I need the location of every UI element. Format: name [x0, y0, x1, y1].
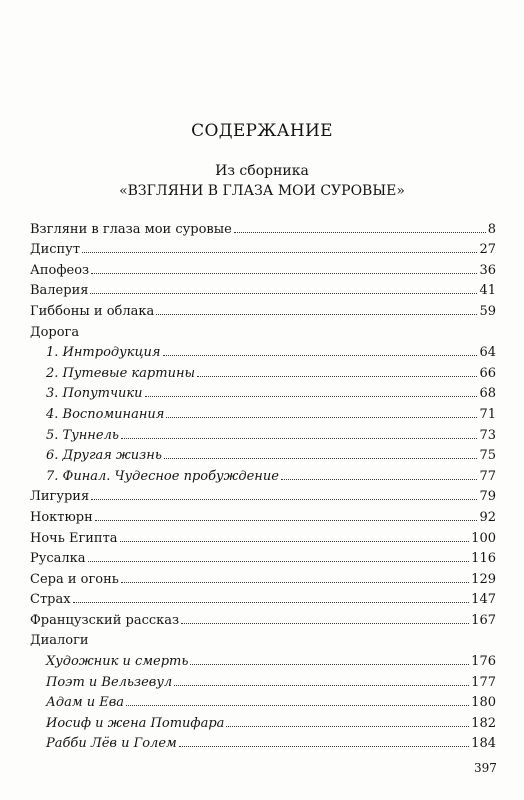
toc-entry-title: Страх [30, 592, 71, 608]
toc-entry-title: 6. Другая жизнь [46, 448, 162, 464]
toc-sub-entry [30, 463, 496, 484]
toc-entry-title: 2. Путевые картины [46, 365, 196, 381]
toc-entry-title: Рабби Лёв и Голем [46, 736, 177, 752]
toc-sub-entry [30, 360, 496, 381]
toc-section-heading: Дорога [30, 324, 80, 340]
toc-entry-page: 100 [471, 530, 496, 546]
toc-entry [30, 216, 496, 237]
toc-entry-page: 176 [471, 654, 496, 670]
toc-entry-title: Лигурия [30, 489, 90, 505]
toc-entry-page: 167 [471, 612, 496, 628]
table-of-contents [30, 216, 496, 751]
dot-leader [226, 726, 469, 727]
toc-entry [30, 278, 496, 299]
toc-entry-title: Иосиф и жена Потифара [46, 715, 225, 731]
toc-entry-page: 77 [479, 468, 496, 484]
toc-entry-page: 8 [487, 221, 496, 237]
toc-entry-title: 1. Интродукция [46, 345, 161, 361]
toc-entry-page: 116 [471, 551, 496, 567]
dot-leader [190, 664, 469, 665]
toc-entry [30, 566, 496, 587]
toc-entry [30, 607, 496, 628]
dot-leader [73, 602, 470, 603]
toc-entry-page: 129 [471, 571, 496, 587]
toc-entry-title: Ночь Египта [30, 530, 118, 546]
toc-entry-page: 79 [479, 489, 496, 505]
dot-leader [95, 520, 478, 521]
toc-entry [30, 237, 496, 258]
dot-leader [234, 232, 486, 233]
dot-leader [121, 438, 478, 439]
toc-entry-title: Диспут [30, 242, 81, 258]
toc-sub-entry [30, 690, 496, 711]
dot-leader [145, 396, 478, 397]
dot-leader [121, 582, 469, 583]
toc-entry-title: Русалка [30, 551, 86, 567]
toc-entry-title: Валерия [30, 283, 89, 299]
toc-entry-page: 184 [471, 736, 496, 752]
dot-leader [197, 376, 477, 377]
toc-entry [30, 525, 496, 546]
collection-title: «ВЗГЛЯНИ В ГЛАЗА МОИ СУРОВЫЕ» [119, 183, 405, 199]
dot-leader [120, 541, 470, 542]
toc-entry-page: 71 [479, 406, 496, 422]
toc-sub-entry [30, 340, 496, 361]
toc-entry [30, 257, 496, 278]
toc-entry-title: Французский рассказ [30, 612, 180, 628]
toc-entry-title: Гиббоны и облака [30, 303, 155, 319]
toc-entry-title: 4. Воспоминания [46, 406, 165, 422]
toc-entry-page: 73 [479, 427, 496, 443]
toc-entry-page: 147 [471, 592, 496, 608]
dot-leader [156, 314, 477, 315]
dot-leader [179, 746, 469, 747]
toc-entry-title: Взгляни в глаза мои суровые [30, 221, 232, 237]
dot-leader [90, 293, 477, 294]
toc-entry-title: 3. Попутчики [46, 386, 143, 402]
toc-entry-title: Апофеоз [30, 262, 90, 278]
toc-entry-page: 180 [471, 695, 496, 711]
dot-leader [163, 355, 478, 356]
page-title: СОДЕРЖАНИЕ [191, 121, 333, 141]
toc-entry-page: 66 [479, 365, 496, 381]
toc-entry-title: Художник и смерть [46, 654, 189, 670]
dot-leader [88, 561, 470, 562]
toc-sub-entry [30, 381, 496, 402]
toc-sub-entry [30, 443, 496, 464]
toc-entry-title: Ноктюрн [30, 509, 93, 525]
toc-entry-page: 182 [471, 715, 496, 731]
toc-entry-page: 41 [479, 283, 496, 299]
toc-entry [30, 298, 496, 319]
dot-leader [82, 252, 477, 253]
toc-entry [30, 504, 496, 525]
toc-section-heading: Диалоги [30, 633, 89, 649]
toc-entry-title: 7. Финал. Чудесное пробуждение [46, 468, 279, 484]
toc-sub-entry [30, 422, 496, 443]
toc-entry-title: Поэт и Вельзевул [46, 674, 173, 690]
collection-caption: Из сборника [215, 163, 309, 179]
dot-leader [91, 273, 477, 274]
dot-leader [181, 623, 469, 624]
toc-entry-page: 64 [479, 345, 496, 361]
toc-entry-page: 92 [479, 509, 496, 525]
dot-leader [281, 479, 478, 480]
toc-entry-page: 177 [471, 674, 496, 690]
toc-sub-entry [30, 401, 496, 422]
toc-sub-entry [30, 731, 496, 752]
toc-entry-page: 36 [479, 262, 496, 278]
toc-sub-entry [30, 710, 496, 731]
toc-entry-title: Сера и огонь [30, 571, 119, 587]
dot-leader [91, 499, 477, 500]
dot-leader [164, 458, 478, 459]
page-number: 397 [474, 761, 497, 775]
toc-entry-title: Адам и Ева [46, 695, 125, 711]
toc-entry-page: 75 [479, 448, 496, 464]
toc-sub-entry [30, 669, 496, 690]
toc-entry-page: 59 [479, 303, 496, 319]
toc-entry-page: 68 [479, 386, 496, 402]
toc-entry-page: 27 [479, 242, 496, 258]
toc-entry-title: 5. Туннель [46, 427, 119, 443]
toc-entry [30, 484, 496, 505]
dot-leader [174, 685, 469, 686]
toc-entry [30, 546, 496, 567]
toc-entry [30, 587, 496, 608]
toc-sub-entry [30, 648, 496, 669]
dot-leader [126, 705, 469, 706]
dot-leader [166, 417, 477, 418]
